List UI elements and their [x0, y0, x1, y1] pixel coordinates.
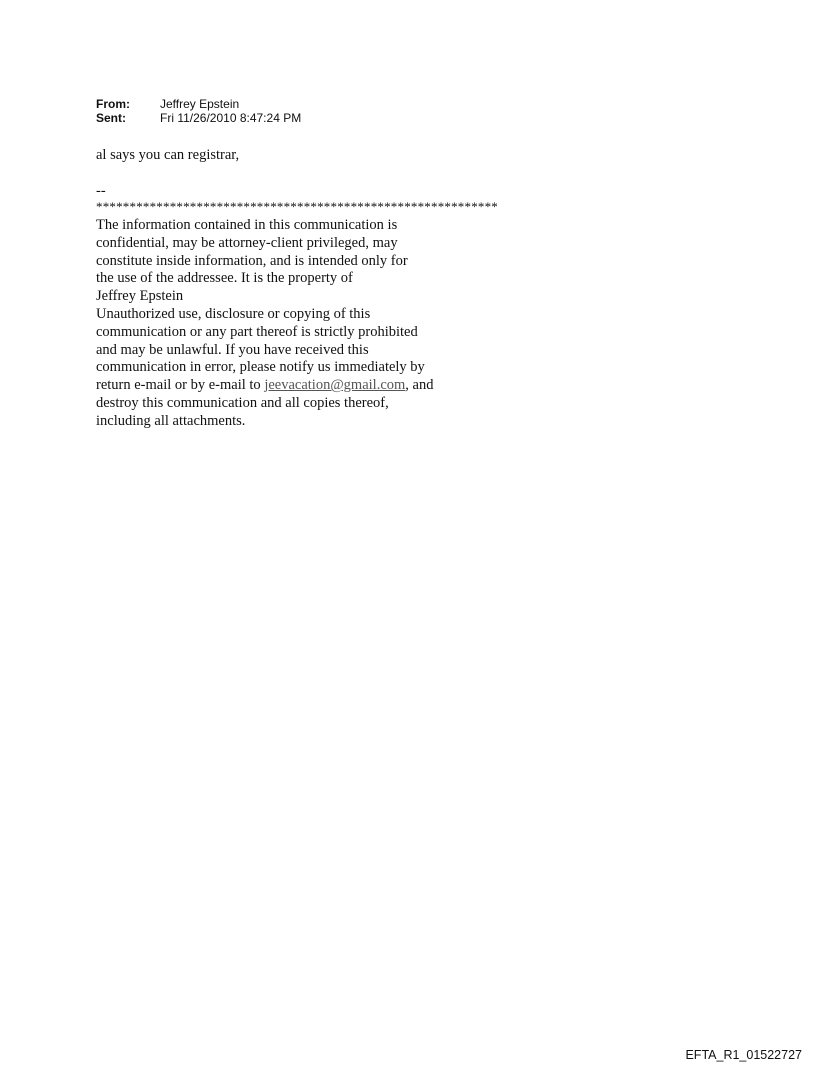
sent-value: Fri 11/26/2010 8:47:24 PM [160, 111, 302, 125]
return-line-suffix: , and [405, 377, 434, 394]
disclaimer-line: destroy this communication and all copies thereof, [96, 394, 389, 411]
confidentiality-disclaimer [96, 217, 433, 431]
disclaimer-line: Jeffrey Epstein [96, 288, 184, 305]
sent-row [96, 111, 301, 125]
disclaimer-line: confidential, may be attorney-client privileged, may [96, 234, 398, 251]
signature-separator: -- [96, 183, 106, 199]
sent-label: Sent: [96, 111, 126, 125]
disclaimer-line: communication in error, please notify us immediately by [96, 359, 425, 376]
disclaimer-line: including all attachments. [96, 412, 246, 429]
disclaimer-return-line [96, 377, 433, 395]
message-body: al says you can registrar, [96, 147, 240, 163]
from-row [96, 97, 301, 111]
disclaimer-line: The information contained in this communication is [96, 217, 398, 233]
star-divider: ************************************************************ [96, 199, 498, 214]
email-header [96, 97, 301, 125]
disclaimer-line: communication or any part thereof is strictly prohibited [96, 323, 418, 340]
disclaimer-line: constitute inside information, and is intended only for [96, 252, 408, 269]
from-label: From: [96, 97, 130, 111]
email-link[interactable]: jeevacation@gmail.com [264, 377, 406, 394]
disclaimer-line: the use of the addressee. It is the property of [96, 270, 353, 287]
disclaimer-line: and may be unlawful. If you have received this [96, 341, 369, 358]
disclaimer-line: Unauthorized use, disclosure or copying of this [96, 305, 371, 322]
return-line-prefix: return e-mail or by e-mail to [96, 377, 265, 394]
from-value: Jeffrey Epstein [160, 97, 240, 111]
document-id: EFTA_R1_01522727 [685, 1048, 802, 1062]
